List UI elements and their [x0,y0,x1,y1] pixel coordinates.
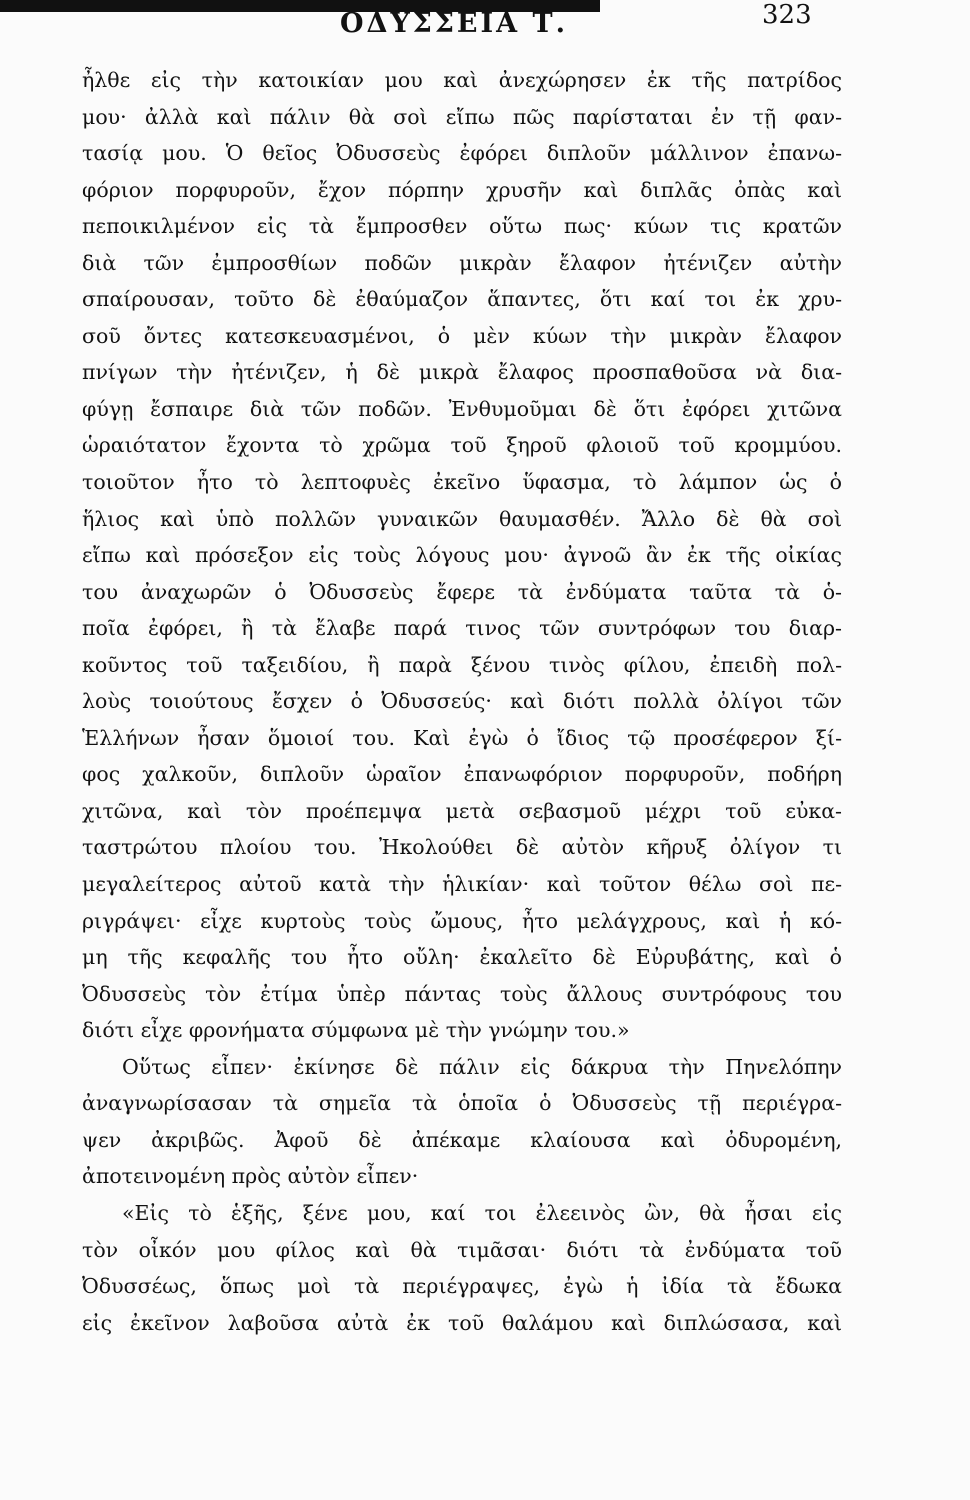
text-line: ἀναγνωρίσασαν τὰ σημεῖα τὰ ὁποῖα ὁ Ὀδυσσεὺς τῇ περιέγρα- [82,1091,842,1116]
text-line: χιτῶνα, καὶ τὸν προέπεμψα μετὰ σεβασμοῦ μέχρι τοῦ εὐκα- [82,798,842,823]
text-line: Ἑλλήνων ἦσαν ὅμοιοί του. Καὶ ἐγὼ ὁ ἴδιος τῷ προσέφερον ξί- [82,725,842,750]
text-line: τασίᾳ μου. Ὁ θεῖος Ὀδυσσεὺς ἐφόρει διπλοῦν μάλλινον ἐπανω- [82,141,842,166]
text-line: τοιοῦτον ἦτο τὸ λεπτοφυὲς ἐκεῖνο ὕφασμα, τὸ λάμπον ὡς ὁ [82,470,842,495]
running-head-title: ΟΔΥΣΣΕΙΑ Τ. [340,8,568,39]
text-line: ταστρώτου πλοίου του. Ἠκολούθει δὲ αὐτὸν κῆρυξ ὀλίγον τι [82,835,842,860]
text-line: διότι εἶχε φρονήματα σύμφωνα μὲ τὴν γνώμην του.» [82,1018,630,1043]
text-line: πνίγων τὴν ἠτένιζεν, ἡ δὲ μικρὰ ἔλαφος προσπαθοῦσα νὰ δια- [82,360,842,385]
text-line: ἀποτεινομένη πρὸς αὐτὸν εἶπεν· [82,1164,419,1189]
text-line: φος χαλκοῦν, διπλοῦν ὡραῖον ἐπανωφόριον πορφυροῦν, ποδήρη [82,762,842,787]
text-line: διὰ τῶν ἐμπροσθίων ποδῶν μικρὰν ἔλαφον ἠτένιζεν αὐτὴν [82,250,842,275]
text-line: φόριον πορφυροῦν, ἔχον πόρπην χρυσῆν καὶ διπλᾶς ὀπὰς καὶ [82,177,842,202]
text-line: πεποικιλμένον εἰς τὰ ἔμπροσθεν οὕτω πως· κύων τις κρατῶν [82,214,842,239]
body-text [82,62,842,1341]
text-line: του ἀναχωρῶν ὁ Ὀδυσσεὺς ἔφερε τὰ ἐνδύματα ταῦτα τὰ ὁ- [82,579,842,604]
text-line: Ὀδυσσέως, ὅπως μοὶ τὰ περιέγραψες, ἐγὼ ἡ ἰδία τὰ ἔδωκα [82,1274,842,1299]
text-line: Ὀδυσσεὺς τὸν ἐτίμα ὑπὲρ πάντας τοὺς ἄλλους συντρόφους του [82,981,842,1006]
text-line: Οὕτως εἶπεν· ἐκίνησε δὲ πάλιν εἰς δάκρυα τὴν Πηνελόπην [122,1054,842,1079]
page-number: 323 [762,0,812,30]
text-line: ἦλθε εἰς τὴν κατοικίαν μου καὶ ἀνεχώρησεν ἐκ τῆς πατρίδος [82,68,842,92]
text-line: μη τῆς κεφαλῆς του ἦτο οὔλη· ἐκαλεῖτο δὲ Εὐρυβάτης, καὶ ὁ [82,945,842,970]
text-line: κοῦντος τοῦ ταξειδίου, ἢ παρὰ ξένου τινὸς φίλου, ἐπειδὴ πολ- [82,652,842,677]
text-line: φύγῃ ἔσπαιρε διὰ τῶν ποδῶν. Ἐνθυμοῦμαι δὲ ὅτι ἐφόρει χιτῶνα [82,396,842,421]
text-line: μεγαλείτερος αὐτοῦ κατὰ τὴν ἡλικίαν· καὶ τοῦτον θέλω σοὶ πε- [82,872,842,897]
text-line: εἴπω καὶ πρόσεξον εἰς τοὺς λόγους μου· ἀγνοῶ ἂν ἐκ τῆς οἰκίας [82,543,842,568]
text-line: ποῖα ἐφόρει, ἢ τὰ ἔλαβε παρά τινος τῶν συντρόφων του διαρ- [82,616,842,641]
text-line: σπαίρουσαν, τοῦτο δὲ ἐθαύμαζον ἅπαντες, ὅτι καί τοι ἐκ χρυ- [82,287,842,312]
text-line: ὡραιότατον ἔχοντα τὸ χρῶμα τοῦ ξηροῦ φλοιοῦ τοῦ κρομμύου. [82,433,842,458]
text-line: «Εἰς τὸ ἑξῆς, ξένε μου, καί τοι ἐλεεινὸς ὢν, θὰ ἦσαι εἰς [122,1200,842,1225]
text-line: τὸν οἶκόν μου φίλος καὶ θὰ τιμᾶσαι· διότι τὰ ἐνδύματα τοῦ [82,1237,842,1262]
text-line: ριγράψει· εἶχε κυρτοὺς τοὺς ὤμους, ἦτο μελάγχρους, καὶ ἡ κό- [82,908,842,933]
text-line: ψεν ἀκριβῶς. Ἀφοῦ δὲ ἀπέκαμε κλαίουσα καὶ ὀδυρομένη, [82,1127,842,1152]
text-line: λοὺς τοιούτους ἔσχεν ὁ Ὀδυσσεύς· καὶ διότι πολλὰ ὀλίγοι τῶν [82,689,842,714]
text-line: ἥλιος καὶ ὑπὸ πολλῶν γυναικῶν θαυμασθέν. Ἄλλο δὲ θὰ σοὶ [82,506,842,531]
text-line: σοῦ ὄντες κατεσκευασμένοι, ὁ μὲν κύων τὴν μικρὰν ἔλαφον [82,323,842,348]
text-line: εἰς ἐκεῖνον λαβοῦσα αὐτὰ ἐκ τοῦ θαλάμου καὶ διπλώσασα, καὶ [82,1310,842,1335]
text-line: μου· ἀλλὰ καὶ πάλιν θὰ σοὶ εἴπω πῶς παρίσταται ἐν τῇ φαν- [82,104,842,129]
